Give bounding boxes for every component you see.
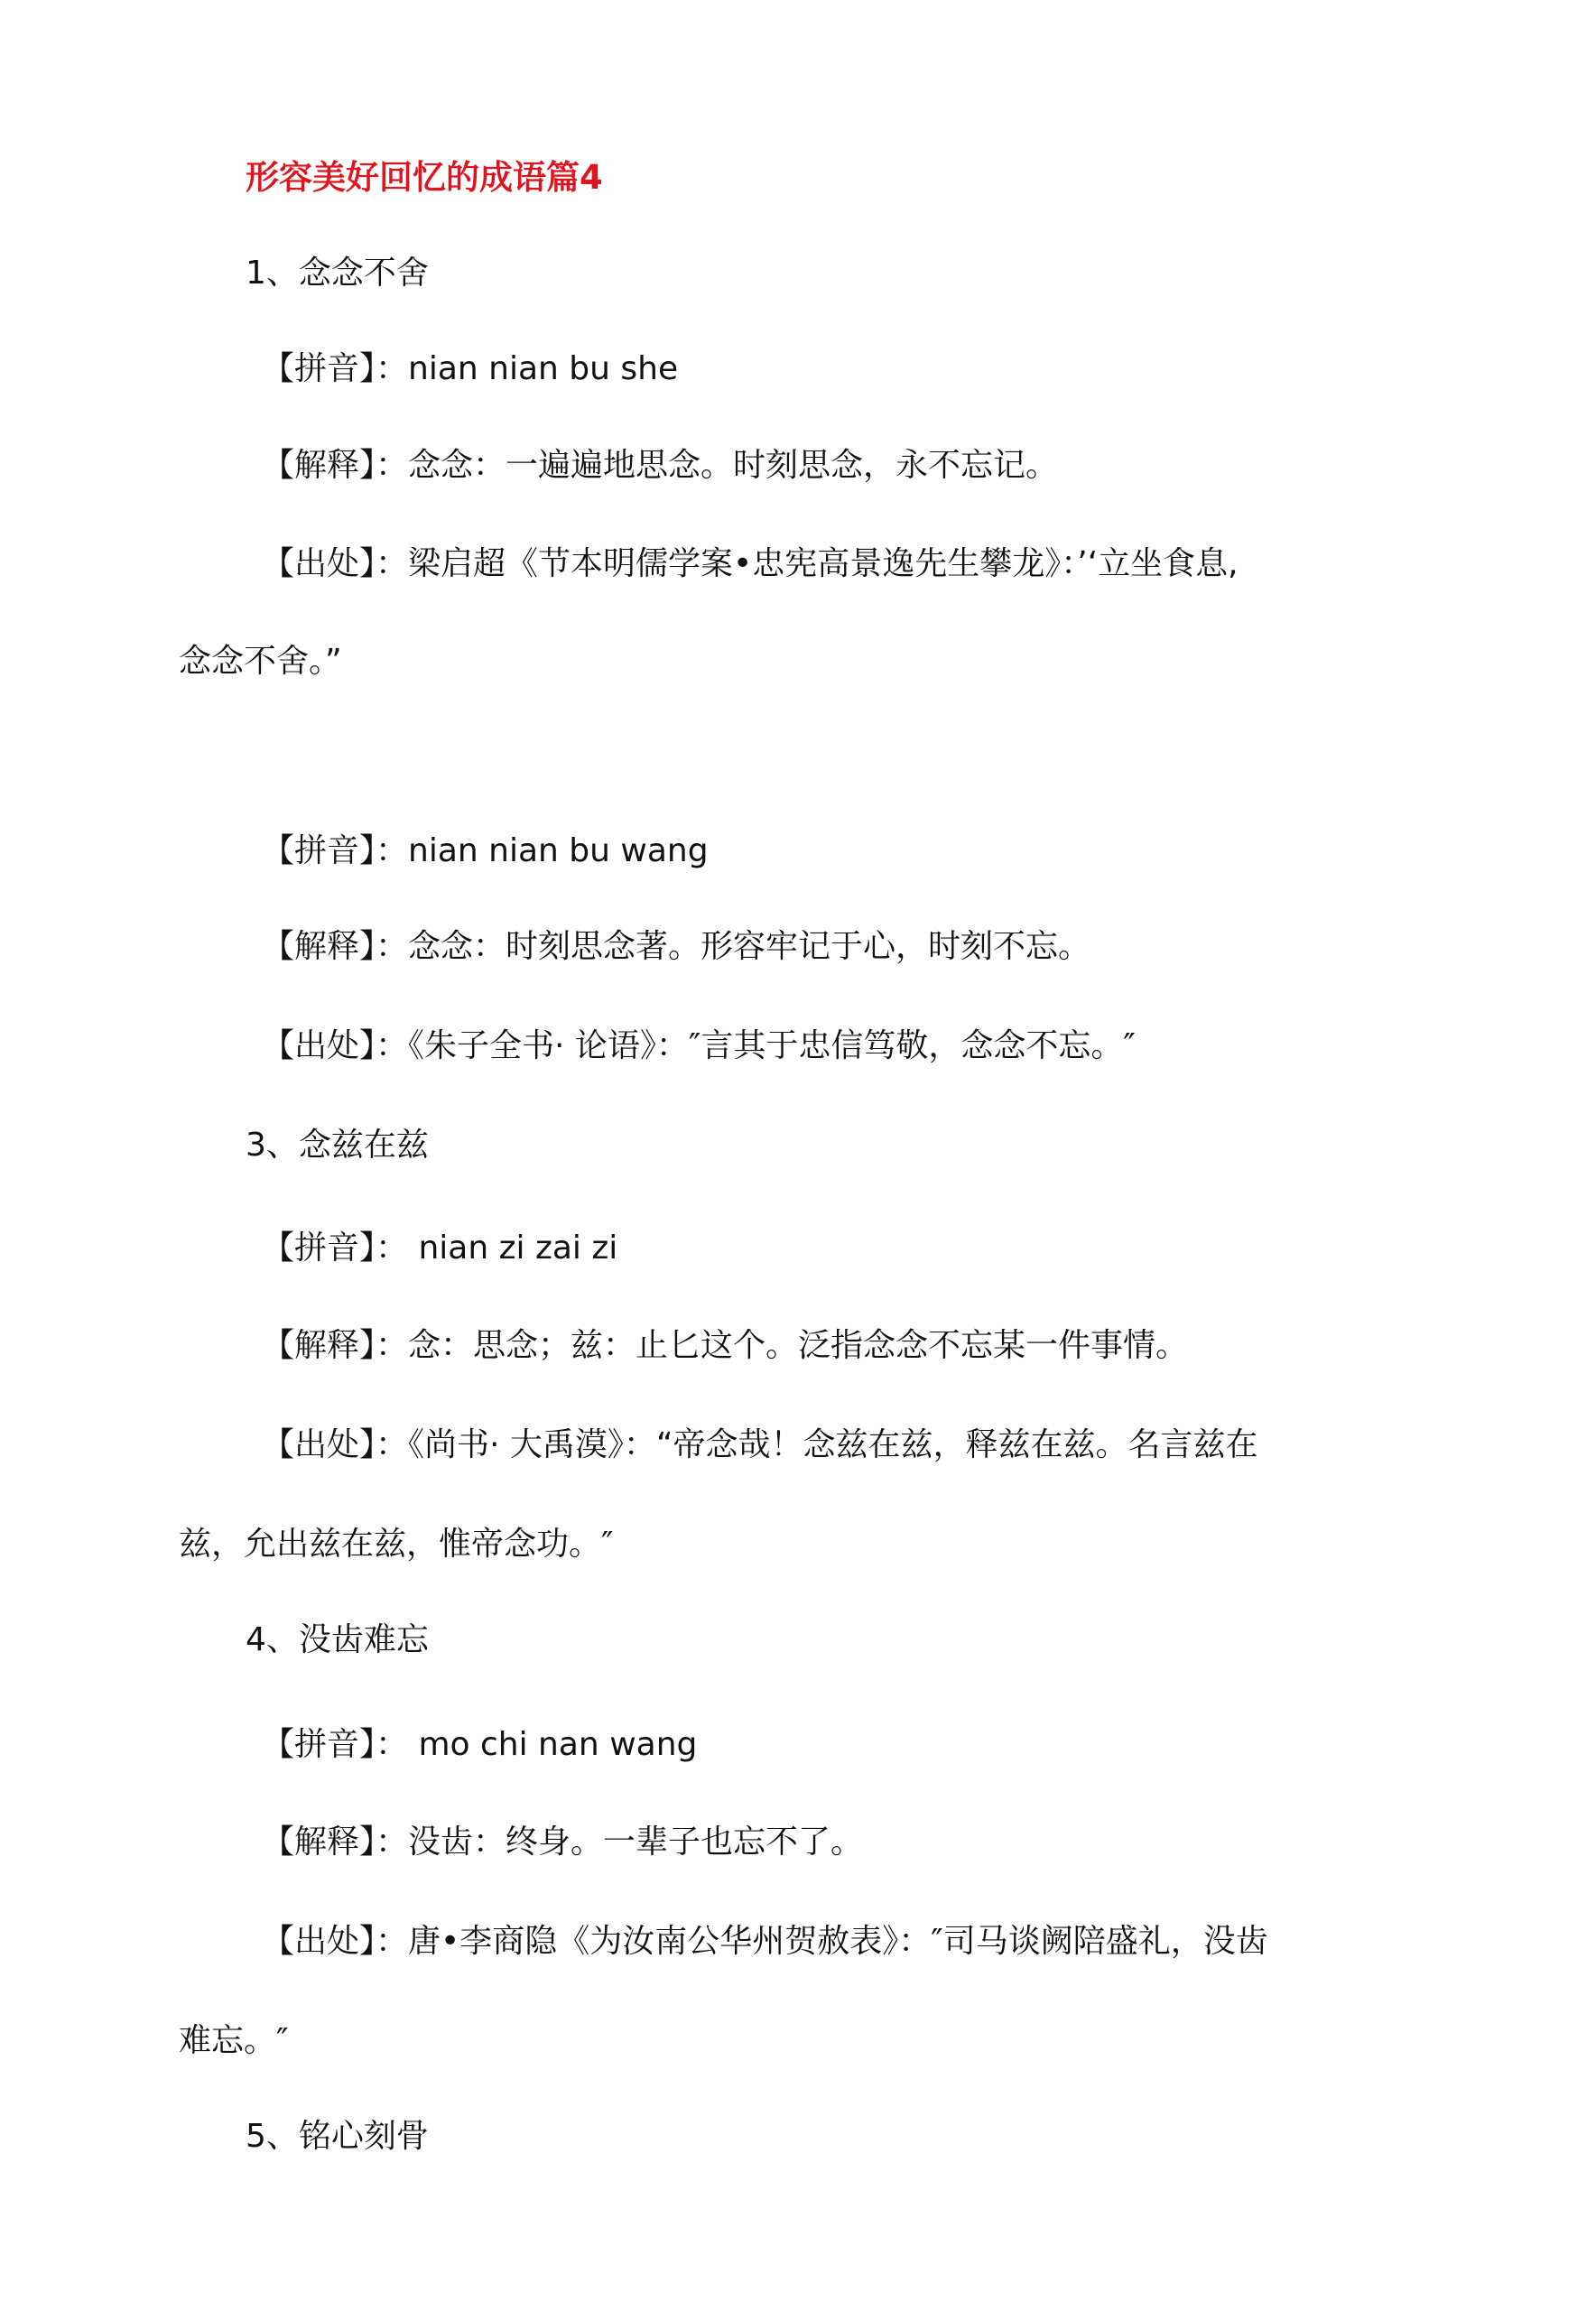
source-value: 梁启超《节本明儒学案•忠宪高景逸先生攀龙》：’‘立坐食息,	[408, 545, 1239, 582]
source-value: 《尚书· 大禹漠》：“帝念哉！念兹在兹，释兹在兹。名言兹在	[408, 1426, 1258, 1463]
explanation-label: 【解释】：	[262, 447, 409, 484]
explanation-label: 【解释】：	[262, 1327, 409, 1364]
entry-3-pinyin	[262, 1229, 617, 1268]
source-label: 【出处】：	[262, 1923, 409, 1960]
document-title: 形容美好回忆的成语篇4	[246, 158, 603, 197]
entry-3-source	[262, 1425, 1258, 1465]
explanation-value: 念：思念；兹：止匕这个。泛指念念不忘某一件事情。	[408, 1327, 1189, 1364]
source-label: 【出处】：	[262, 1426, 409, 1463]
explanation-label: 【解释】：	[262, 1824, 409, 1861]
entry-3-source-continuation: 兹，允出兹在兹，惟帝念功。″	[179, 1526, 614, 1563]
entry-2-pinyin	[262, 831, 709, 871]
explanation-value: 念念：一遍遍地思念。时刻思念，永不忘记。	[408, 447, 1059, 484]
explanation-value: 念念：时刻思念著。形容牢记于心，时刻不忘。	[408, 928, 1091, 965]
entry-1-source-continuation: 念念不舍。”	[179, 643, 342, 680]
entry-4-explanation	[262, 1823, 863, 1862]
entry-1-heading: 1、念念不舍	[246, 255, 429, 292]
entry-4-pinyin	[262, 1725, 697, 1765]
entry-3-explanation	[262, 1326, 1188, 1366]
source-label: 【出处】：	[262, 1027, 409, 1064]
source-label: 【出处】：	[262, 545, 409, 582]
explanation-label: 【解释】：	[262, 928, 409, 965]
entry-3-heading: 3、念兹在兹	[246, 1127, 429, 1164]
entry-5-heading: 5、铭心刻骨	[246, 2118, 429, 2155]
pinyin-label: 【拼音】：	[262, 1726, 409, 1763]
entry-4-heading: 4、没齿难忘	[246, 1621, 429, 1658]
source-value: 唐•李商隐《为汝南公华州贺赦表》：″司马谈阙陪盛礼，没齿	[408, 1923, 1268, 1960]
pinyin-value: mo chi nan wang	[408, 1726, 698, 1763]
source-value: 《朱子全书· 论语》：″言其于忠信笃敬，念念不忘。″	[408, 1027, 1136, 1064]
pinyin-label: 【拼音】：	[262, 350, 409, 387]
explanation-value: 没齿：终身。一辈子也忘不了。	[408, 1824, 864, 1861]
entry-4-source-continuation: 难忘。″	[179, 2022, 289, 2059]
entry-2-source	[262, 1026, 1136, 1066]
entry-2-explanation	[262, 927, 1090, 967]
pinyin-value: nian nian bu she	[408, 350, 679, 387]
pinyin-value: nian nian bu wang	[408, 832, 709, 869]
entry-1-pinyin	[262, 349, 678, 389]
pinyin-label: 【拼音】：	[262, 832, 409, 869]
entry-1-source	[262, 544, 1239, 584]
pinyin-value: nian zi zai zi	[408, 1230, 618, 1267]
entry-4-source	[262, 1922, 1268, 1962]
pinyin-label: 【拼音】：	[262, 1230, 409, 1267]
entry-1-explanation	[262, 446, 1058, 486]
